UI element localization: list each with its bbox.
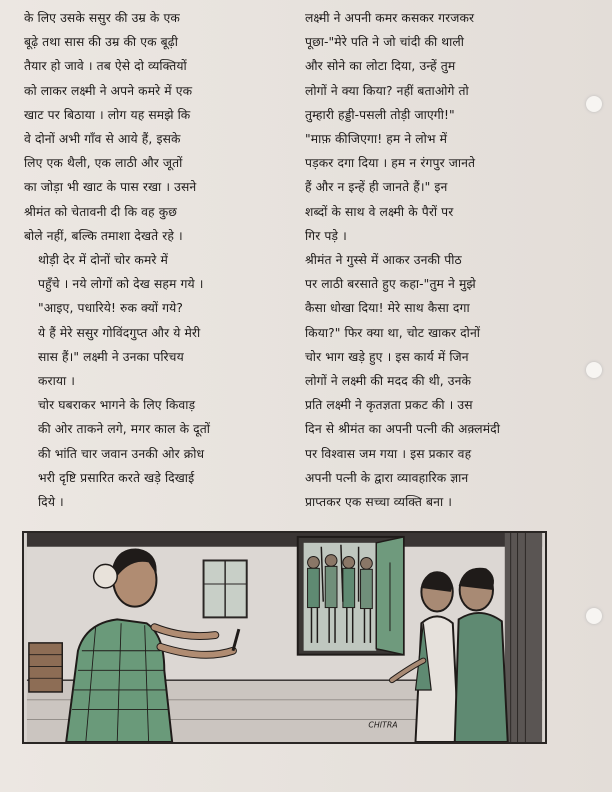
right-text-column bbox=[291, 6, 547, 514]
text-line: "माफ़ कीजिएगा! हम ने लोभ में bbox=[305, 132, 448, 147]
left-text-column bbox=[24, 6, 278, 514]
text-line: अपनी पत्नी के द्वारा व्यावहारिक ज्ञान bbox=[305, 470, 469, 485]
paragraph bbox=[24, 6, 278, 248]
text-line: भरी दृष्टि प्रसारित करते खड़े दिखाई bbox=[38, 470, 195, 485]
text-line: पूछा-"मेरे पति ने जो चांदी की थाली bbox=[305, 35, 465, 50]
text-line: बोले नहीं, बल्कि तमाशा देखते रहे । bbox=[24, 228, 183, 243]
paragraph bbox=[291, 127, 547, 248]
text-line: गिर पड़े । bbox=[305, 228, 347, 243]
artist-signature: CHITRA bbox=[368, 720, 398, 730]
text-line: वे दोनों अभी गाँव से आये हैं, इसके bbox=[24, 132, 181, 147]
text-line: के लिए उसके ससुर की उम्र के एक bbox=[24, 11, 180, 25]
text-line: दिये । bbox=[38, 495, 64, 510]
illustration-drawing bbox=[24, 533, 545, 742]
text-line: कैसा धोखा दिया! मेरे साथ कैसा दगा bbox=[305, 301, 470, 316]
text-line: पड़कर दगा दिया । हम न रंगपुर जानते bbox=[305, 156, 476, 171]
text-line: को लाकर लक्ष्मी ने अपने कमरे में एक bbox=[24, 83, 193, 98]
binding-hole bbox=[586, 608, 602, 624]
story-illustration bbox=[22, 531, 547, 744]
text-line: तैयार हो जावे । तब ऐसे दो व्यक्तियों bbox=[24, 59, 187, 74]
text-line: "आइए, पधारिये! रुक क्यों गये? bbox=[38, 301, 183, 316]
text-line: और सोने का लोटा दिया, उन्हें तुम bbox=[305, 59, 456, 74]
text-line: की ओर ताकने लगे, मगर काल के दूतों bbox=[38, 422, 211, 437]
text-line: लक्ष्मी ने अपनी कमर कसकर गरजकर bbox=[305, 11, 475, 25]
text-line: ये हैं मेरे ससुर गोविंदगुप्त और ये मेरी bbox=[38, 325, 201, 340]
paragraph bbox=[24, 248, 278, 296]
paragraph bbox=[291, 248, 547, 514]
paragraph bbox=[24, 296, 278, 393]
doorway bbox=[298, 537, 404, 655]
text-line: लोगों ने क्या किया? नहीं बताओगे तो bbox=[305, 83, 469, 98]
text-line: का जोड़ा भी खाट के पास रखा । उसने bbox=[24, 180, 197, 195]
text-line: थोड़ी देर में दोनों चोर कमरे में bbox=[38, 253, 168, 268]
wall-top-band bbox=[27, 533, 542, 547]
text-line: लिए एक थैली, एक लाठी और जूतों bbox=[24, 156, 183, 171]
text-line: खाट पर बिठाया । लोग यह समझे कि bbox=[24, 107, 191, 122]
text-line: शब्दों के साथ वे लक्ष्मी के पैरों पर bbox=[305, 204, 454, 219]
cot bbox=[29, 643, 62, 692]
text-line: पहुँचे । नये लोगों को देख सहम गये । bbox=[38, 277, 204, 292]
paragraph bbox=[24, 393, 278, 514]
paragraph bbox=[291, 6, 547, 127]
text-line: पर विश्वास जम गया । इस प्रकार वह bbox=[305, 446, 472, 461]
text-line: लोगों ने लक्ष्मी की मदद की थी, उनके bbox=[305, 374, 472, 389]
text-line: की भांति चार जवान उनकी ओर क्रोध bbox=[38, 446, 205, 461]
text-line: प्राप्तकर एक सच्चा व्यक्ति बना । bbox=[305, 495, 452, 510]
text-line: बूढ़े तथा सास की उम्र की एक बूढ़ी bbox=[24, 35, 178, 50]
text-line: पर लाठी बरसाते हुए कहा-"तुम ने मुझे bbox=[305, 277, 476, 292]
text-line: श्रीमंत को चेतावनी दी कि वह कुछ bbox=[24, 204, 177, 219]
text-line: चोर भाग खड़े हुए । इस कार्य में जिन bbox=[305, 349, 469, 364]
wall-window bbox=[204, 560, 247, 617]
text-line: श्रीमंत ने गुस्से में आकर उनकी पीठ bbox=[305, 253, 462, 268]
text-line: हैं और न इन्हें ही जानते हैं।" इन bbox=[305, 180, 448, 195]
text-line: चोर घबराकर भागने के लिए किवाड़ bbox=[38, 398, 196, 413]
text-line: किया?" फिर क्या था, चोट खाकर दोनों bbox=[305, 325, 481, 340]
text-line: सास हैं।" लक्ष्मी ने उनका परिचय bbox=[38, 349, 184, 364]
binding-hole bbox=[586, 96, 602, 112]
text-line: तुम्हारी हड्डी-पसली तोड़ी जाएगी!" bbox=[305, 107, 455, 122]
binding-hole bbox=[586, 362, 602, 378]
text-line: दिन से श्रीमंत का अपनी पत्नी की अक़्लमंदी bbox=[305, 422, 500, 437]
text-line: कराया । bbox=[38, 374, 76, 389]
text-line: प्रति लक्ष्मी ने कृतज्ञता प्रकट की । उस bbox=[305, 398, 473, 413]
